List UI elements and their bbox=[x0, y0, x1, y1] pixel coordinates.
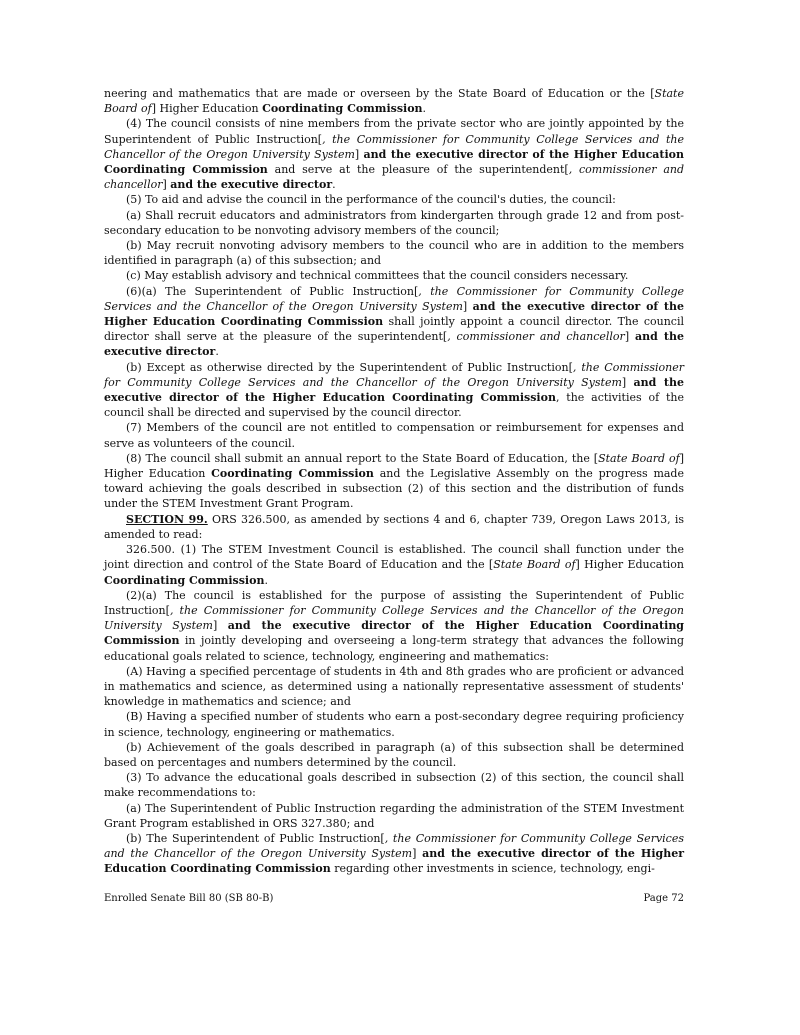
text-run: (5) To aid and advise the council in the performance of the council's duties, the council: bbox=[126, 193, 616, 207]
paragraph bbox=[104, 740, 684, 770]
paragraph bbox=[104, 86, 684, 116]
paragraph bbox=[104, 451, 684, 512]
text-run: ] bbox=[624, 330, 635, 344]
paragraph bbox=[104, 512, 684, 542]
text-run: State Board of bbox=[104, 87, 684, 116]
text-run: , the activities of the council shall be directed and supervised by the council director. bbox=[104, 391, 684, 420]
text-run: (a) Shall recruit educators and administrators from kindergarten through grade 12 and from post-secondary education to be nonvoting advisory members of the council; bbox=[104, 208, 684, 237]
bill-text bbox=[104, 86, 684, 877]
text-run: (6)(a) The Superintendent of Public Instruction[ bbox=[126, 284, 419, 298]
paragraph bbox=[104, 284, 684, 360]
text-run: and the executive director bbox=[104, 330, 684, 359]
paragraph bbox=[104, 770, 684, 800]
paragraph bbox=[104, 208, 684, 238]
text-run: ] Higher Education bbox=[575, 558, 684, 572]
page-footer bbox=[104, 893, 684, 904]
paragraph bbox=[104, 709, 684, 739]
text-run: ] bbox=[621, 375, 634, 389]
text-run: , the Commissioner for Community College Services and the Chancellor of the Oregon University System bbox=[104, 132, 685, 161]
text-run: (b) May recruit nonvoting advisory members to the council who are in addition to the members identified in paragraph (a) of this subsection; and bbox=[104, 239, 684, 268]
text-run: and the executive director of the Higher Education Coordinating Commission bbox=[104, 147, 684, 177]
text-run: and the executive director of the Higher Education Coordinating Commission bbox=[104, 847, 684, 876]
paragraph bbox=[104, 360, 684, 421]
text-run: , commissioner and chancellor bbox=[104, 163, 684, 192]
text-run: shall jointly appoint a council director. The council director shall serve at the pleasure of the superintendent[ bbox=[104, 315, 684, 344]
text-run: (4) The council consists of nine members from the private sector who are jointly appointed by the Superintendent of Public Instruction[ bbox=[104, 117, 684, 146]
text-run: Coordinating Commission bbox=[104, 573, 265, 587]
paragraph bbox=[104, 268, 684, 283]
text-run: (8) The council shall submit an annual report to the State Board of Education, the [ bbox=[126, 451, 599, 465]
text-run: , commissioner and chancellor bbox=[447, 330, 625, 344]
text-run: , the Commissioner for Community College Services and the Chancellor of the Oregon University System bbox=[104, 284, 684, 313]
text-run: (2)(a) The council is established for the purpose of assisting the Superintendent of Public Instruction[ bbox=[104, 588, 684, 617]
paragraph bbox=[104, 192, 684, 207]
footer-bill-name: Enrolled Senate Bill 80 (SB 80-B) bbox=[104, 893, 274, 904]
text-run: Coordinating Commission bbox=[211, 467, 374, 481]
text-run: (7) Members of the council are not entitled to compensation or reimbursement for expenses and serve as volunteers of the council. bbox=[104, 421, 684, 450]
paragraph bbox=[104, 801, 684, 831]
paragraph bbox=[104, 238, 684, 268]
text-run: . bbox=[332, 178, 336, 192]
text-run: . bbox=[264, 573, 268, 587]
text-run: in jointly developing and overseeing a long-term strategy that advances the following educational goals related to science, technology, engineering and mathematics: bbox=[104, 634, 684, 663]
text-run: , the Commissioner for Community College Services and the Chancellor of the Oregon University System bbox=[104, 831, 684, 861]
text-run: (b) Achievement of the goals described in paragraph (a) of this subsection shall be determined based on percentages and numbers determined by the council. bbox=[104, 740, 684, 769]
text-run: ] bbox=[412, 847, 423, 861]
text-run: and the executive director of the Higher Education Coordinating Commission bbox=[104, 299, 684, 329]
text-run: (a) The Superintendent of Public Instruction regarding the administration of the STEM Investment Grant Program established in ORS 327.380; and bbox=[104, 801, 684, 830]
text-run: and the executive director of the Higher Education Coordinating Commission bbox=[104, 375, 684, 405]
paragraph bbox=[104, 542, 684, 588]
text-run: . bbox=[215, 345, 219, 359]
paragraph bbox=[104, 116, 684, 192]
text-run: 326.500. (1) The STEM Investment Council is established. The council shall function under the joint direction and control of the State Board of Education and the [ bbox=[104, 543, 684, 572]
text-run: (3) To advance the educational goals described in subsection (2) of this section, the council shall make recommendations to: bbox=[104, 771, 684, 800]
text-run: ] bbox=[162, 178, 171, 192]
text-run: ORS 326.500, as amended by sections 4 and 6, chapter 739, Oregon Laws 2013, is amended to read: bbox=[104, 512, 684, 541]
text-run: , the Commissioner for Community College Services and the Chancellor of the Oregon University System bbox=[104, 603, 684, 633]
section-heading: SECTION 99. bbox=[126, 512, 208, 526]
text-run: regarding other investments in science, technology, engi- bbox=[330, 862, 655, 876]
text-run: and serve at the pleasure of the superintendent[ bbox=[267, 163, 569, 177]
text-run: ] bbox=[462, 299, 473, 313]
text-run: and the Legislative Assembly on the progress made toward achieving the goals described in subsection (2) of this section and the distribution of funds under the STEM Investment Grant Program. bbox=[104, 467, 684, 511]
text-run: ] Higher Education bbox=[151, 102, 263, 116]
text-run: State Board of bbox=[493, 558, 576, 572]
text-run: State Board of bbox=[598, 451, 680, 465]
text-run: , the Commissioner for Community College Services and the Chancellor of the Oregon University System bbox=[104, 360, 684, 389]
text-run: . bbox=[422, 102, 427, 116]
paragraph bbox=[104, 831, 684, 877]
text-run: and the executive director of the Higher Education Coordinating Commission bbox=[104, 619, 685, 648]
paragraph bbox=[104, 664, 684, 710]
text-run: Coordinating Commission bbox=[262, 102, 423, 116]
text-run: and the executive director bbox=[170, 178, 333, 192]
footer-page-number: Page 72 bbox=[643, 893, 684, 904]
text-run: ] bbox=[212, 619, 228, 633]
text-run: ] bbox=[354, 147, 364, 161]
text-run: (B) Having a specified number of students who earn a post-secondary degree requiring proficiency in science, technology, engineering or mathematics. bbox=[104, 710, 684, 739]
text-run: (b) Except as otherwise directed by the Superintendent of Public Instruction[ bbox=[126, 360, 573, 374]
text-run: (c) May establish advisory and technical committees that the council considers necessary. bbox=[126, 269, 629, 283]
text-run: neering and mathematics that are made or overseen by the State Board of Education or the [ bbox=[104, 87, 655, 100]
paragraph bbox=[104, 420, 684, 450]
paragraph bbox=[104, 588, 684, 664]
text-run: ] Higher Education bbox=[104, 451, 684, 481]
text-run: (A) Having a specified percentage of students in 4th and 8th grades who are proficient or advanced in mathematics and science, as determined using a nationally representative assessment of students' knowledge in mathematics and science; and bbox=[104, 664, 684, 709]
text-run: (b) The Superintendent of Public Instruction[ bbox=[126, 831, 385, 845]
